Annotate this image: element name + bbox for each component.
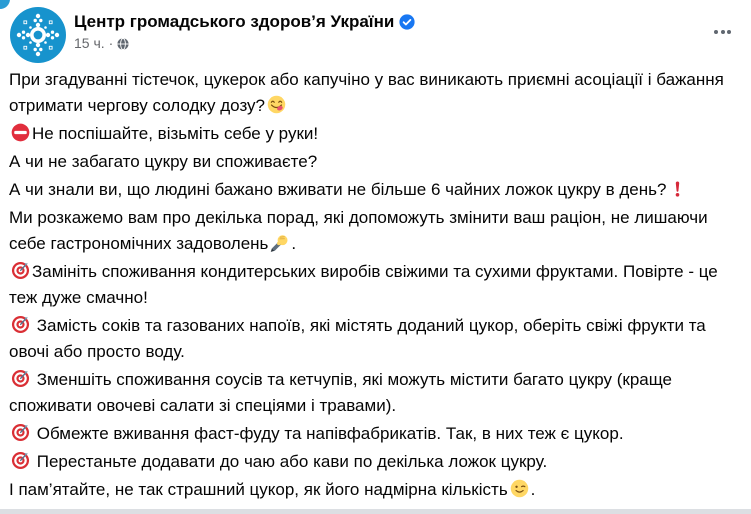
target-emoji [11,451,30,470]
target-emoji [11,369,30,388]
post-paragraph: А чи знали ви, що людині бажано вживати не більше 6 чайних ложок цукру в день? [9,177,741,203]
page-name-link[interactable]: Центр громадського здоров’я України [74,12,395,31]
post-text [0,64,751,503]
phc-logo-icon [10,7,66,63]
header-text-block [74,7,415,51]
winking-face-emoji [510,479,529,498]
post-paragraph: Замініть споживання кондитерських виробів свіжими та сухими фруктами. Повірте - це теж дуже смачно! [9,262,718,307]
writing-hand-emoji [270,233,289,252]
post-paragraph: Зменшіть споживання соусів та кетчупів, які можуть містити багато цукру (краще споживати овочеві салати зі спеціями і травами). [9,370,673,415]
post-paragraph: Ми розкажемо вам про декілька порад, які допоможуть змінити ваш раціон, не лишаючи себе гастрономічних задоволень . [9,208,708,253]
post-timestamp[interactable]: 15 ч. [74,35,105,51]
page-avatar[interactable] [10,7,66,63]
verified-badge-icon [399,14,415,30]
target-emoji [11,261,30,280]
post-paragraph: Не поспішайте, візьміть себе у руки! [9,121,741,147]
post-paragraph: Перестаньте додавати до чаю або кави по декілька ложок цукру. [9,449,741,475]
post-paragraph: Обмежте вживання фаст-фуду та напівфабрикатів. Так, в них теж є цукор. [9,421,741,447]
post-paragraph: При згадуванні тістечок, цукерок або капучіно у вас виникають приємні асоціації і бажання отримати чергову солодку дозу? [9,70,724,115]
more-options-button[interactable] [708,24,737,40]
attached-image-top-edge[interactable] [0,509,751,514]
red-exclamation-emoji [668,179,687,198]
meta-separator: · [108,35,114,51]
no-entry-emoji [11,123,30,142]
post-paragraph: Замість соків та газованих напоїв, які містять доданий цукор, оберіть свіжі фрукти та овочі або просто воду. [9,316,706,361]
more-options-ellipsis-icon [714,30,718,34]
face-savoring-food-emoji [267,95,286,114]
post-header [0,0,751,64]
target-emoji [11,315,30,334]
post-paragraph: І пам’ятайте, не так страшний цукор, як його надмірна кількість . [9,480,536,499]
post-paragraph: А чи не забагато цукру ви споживаєте? [9,152,318,171]
globe-privacy-icon [117,38,129,50]
target-emoji [11,423,30,442]
